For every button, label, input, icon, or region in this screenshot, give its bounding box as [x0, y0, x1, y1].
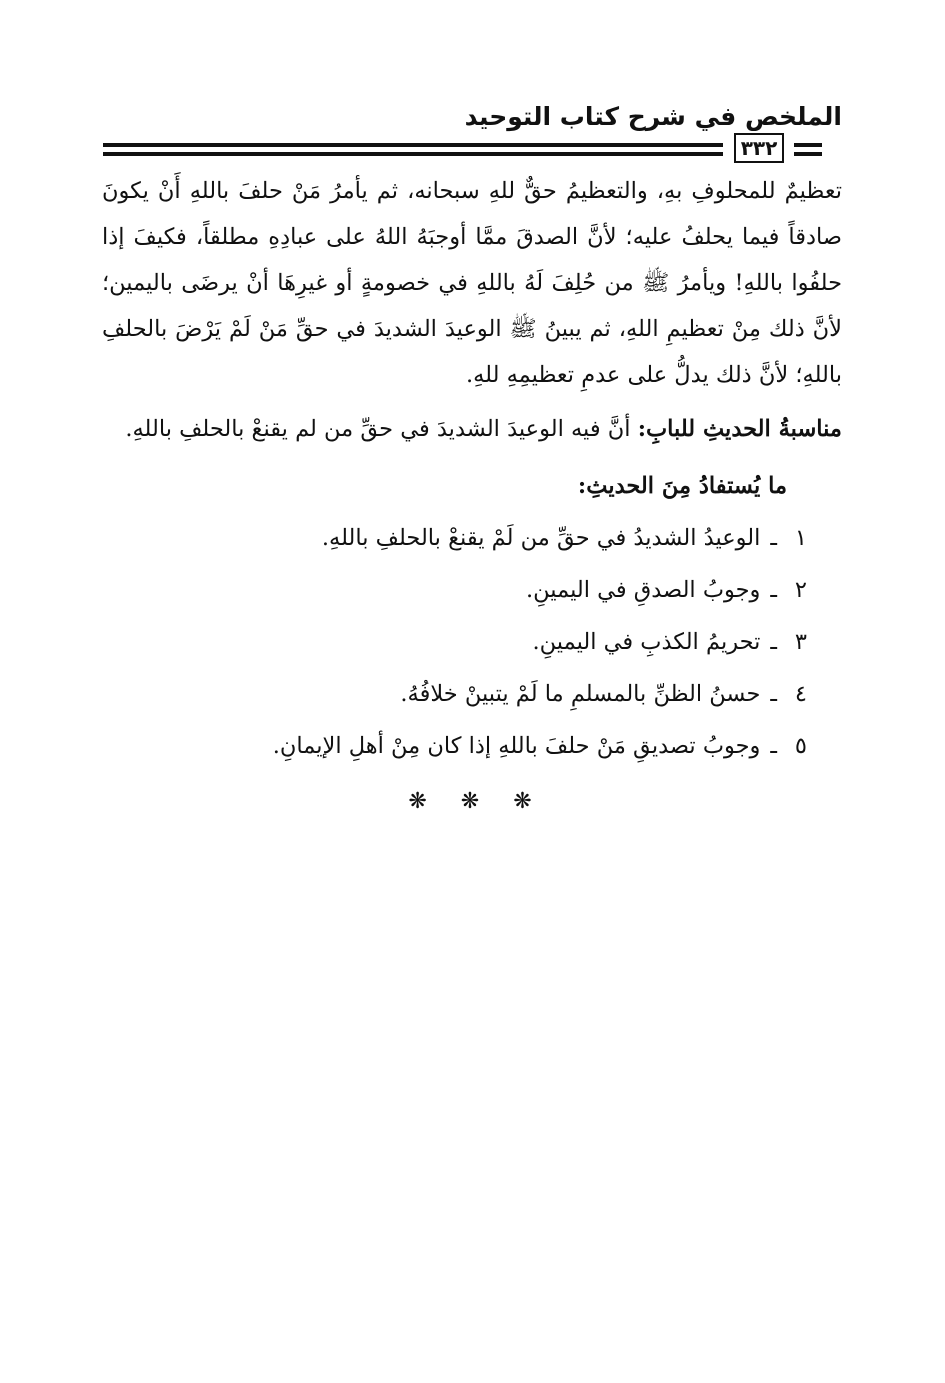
page-body [102, 168, 842, 822]
benefit-number: ١ [794, 525, 807, 551]
header-rule-upper [103, 143, 723, 147]
benefit-text: وجوبُ الصدقِ في اليمينِ. [526, 577, 761, 603]
header-tick-upper [794, 143, 822, 147]
benefit-text: تحريمُ الكذبِ في اليمينِ. [532, 629, 761, 655]
header-rule-lower [103, 152, 723, 156]
page-number: ٣٣٢ [734, 133, 784, 163]
benefit-number: ٥ [794, 733, 807, 759]
benefit-dash: ـ [770, 733, 777, 759]
benefits-heading: ما يُستفادُ مِنَ الحديثِ: [577, 473, 787, 499]
benefit-dash: ـ [770, 681, 777, 707]
benefit-item [102, 720, 807, 772]
header-tick-lower [794, 152, 822, 156]
benefit-dash: ـ [770, 525, 777, 551]
benefit-text: وجوبُ تصديقِ مَنْ حلفَ باللهِ إذا كان مِنْ أهلِ الإيمانِ. [272, 733, 761, 759]
benefit-text: الوعيدُ الشديدُ في حقِّ من لَمْ يقنعْ بالحلفِ باللهِ. [321, 525, 761, 551]
benefit-item [102, 512, 807, 564]
benefit-number: ٣ [794, 629, 807, 655]
benefit-item [102, 668, 807, 720]
commentary-paragraph: تعظيمٌ للمحلوفِ بهِ، والتعظيمُ حقٌّ للهِ سبحانه، ثم يأمرُ مَنْ حلفَ باللهِ أَنْ يكونَ صادقاً فيما يحلفُ عليه؛ لأنَّ الصدقَ ممَّا أوجبَهُ اللهُ على عبادِهِ مطلقاً، فكيفَ إذا حلفُوا باللهِ! ويأمرُ ﷺ من حُلِفَ لَهُ باللهِ في خصومةٍ أو غيرِهَا أنْ يرضَى باليمين؛ لأنَّ ذلك مِنْ تعظيمِ اللهِ، ثم يبينُ ﷺ الوعيدَ الشديدَ في حقِّ مَنْ لَمْ يَرْضَ بالحلفِ باللهِ؛ لأنَّ ذلك يدلُّ على عدمِ تعظيمِهِ للهِ. [102, 178, 842, 388]
benefit-dash: ـ [770, 629, 777, 655]
benefit-text: حسنُ الظنِّ بالمسلمِ ما لَمْ يتبينْ خلافُهُ. [400, 681, 761, 707]
relevance-text: أنَّ فيه الوعيدَ الشديدَ في حقِّ من لم يقنعْ بالحلفِ باللهِ. [125, 416, 631, 442]
benefit-item [102, 564, 807, 616]
relevance-paragraph [102, 406, 842, 452]
benefit-number: ٢ [794, 577, 807, 603]
section-separator: ❋❋❋ [408, 789, 566, 814]
benefits-list [102, 512, 842, 772]
benefit-dash: ـ [770, 577, 777, 603]
benefit-number: ٤ [794, 681, 807, 707]
benefit-item [102, 616, 807, 668]
relevance-label: مناسبةُ الحديثِ للبابِ: [637, 416, 842, 442]
running-title: الملخص في شرح كتاب التوحيد [464, 102, 842, 131]
